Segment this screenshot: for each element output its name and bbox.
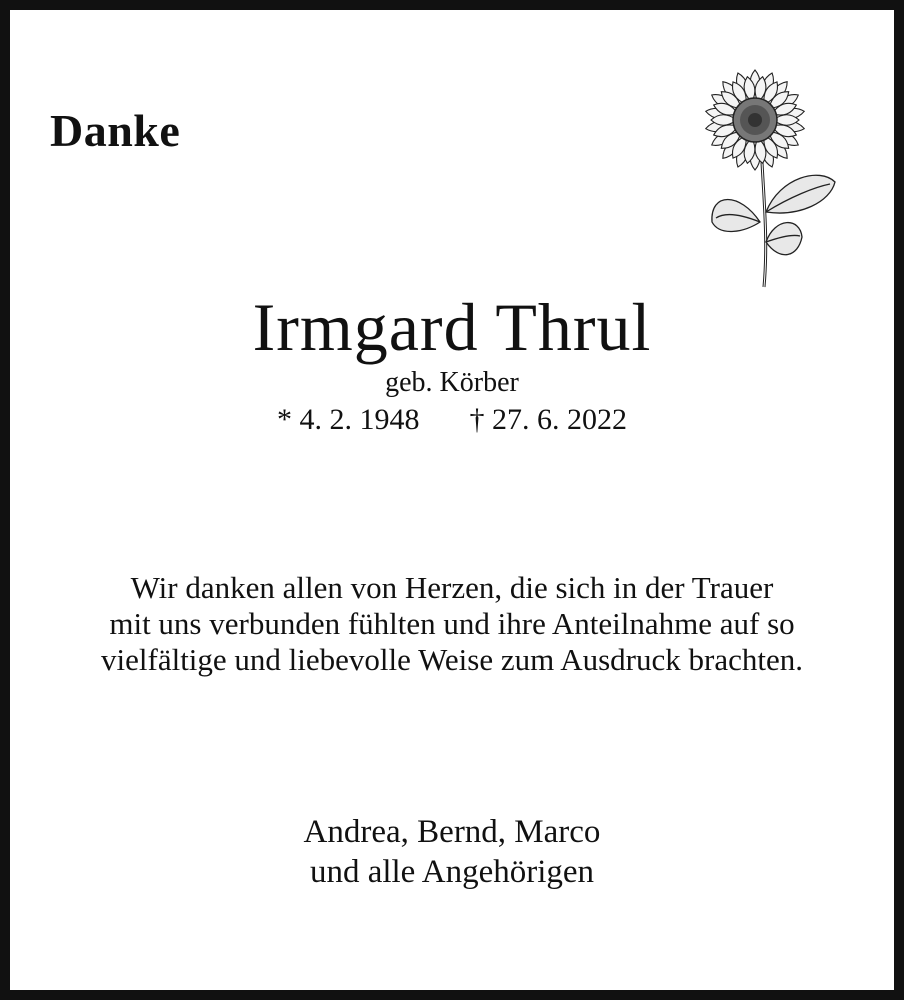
sunflower-icon [680,52,845,292]
deceased-name: Irmgard Thrul [252,289,652,365]
signature-line: und alle Angehörigen [309,854,595,890]
life-dates [0,403,904,437]
maiden-name: geb. Körber [385,367,519,398]
message-line: Wir danken allen von Herzen, die sich in der Trauer [130,570,774,605]
message-line: vielfältige und liebevolle Weise zum Ausdruck brachten. [101,642,803,677]
thank-you-message [0,570,904,678]
message-line: mit uns verbunden fühlten und ihre Anteilnahme auf so [109,606,795,641]
death-date: † 27. 6. 2022 [469,403,627,436]
notice-heading: Danke [50,105,181,156]
signature-line: Andrea, Bernd, Marco [303,814,601,850]
birth-date: * 4. 2. 1948 [277,403,420,436]
signature [0,812,904,892]
